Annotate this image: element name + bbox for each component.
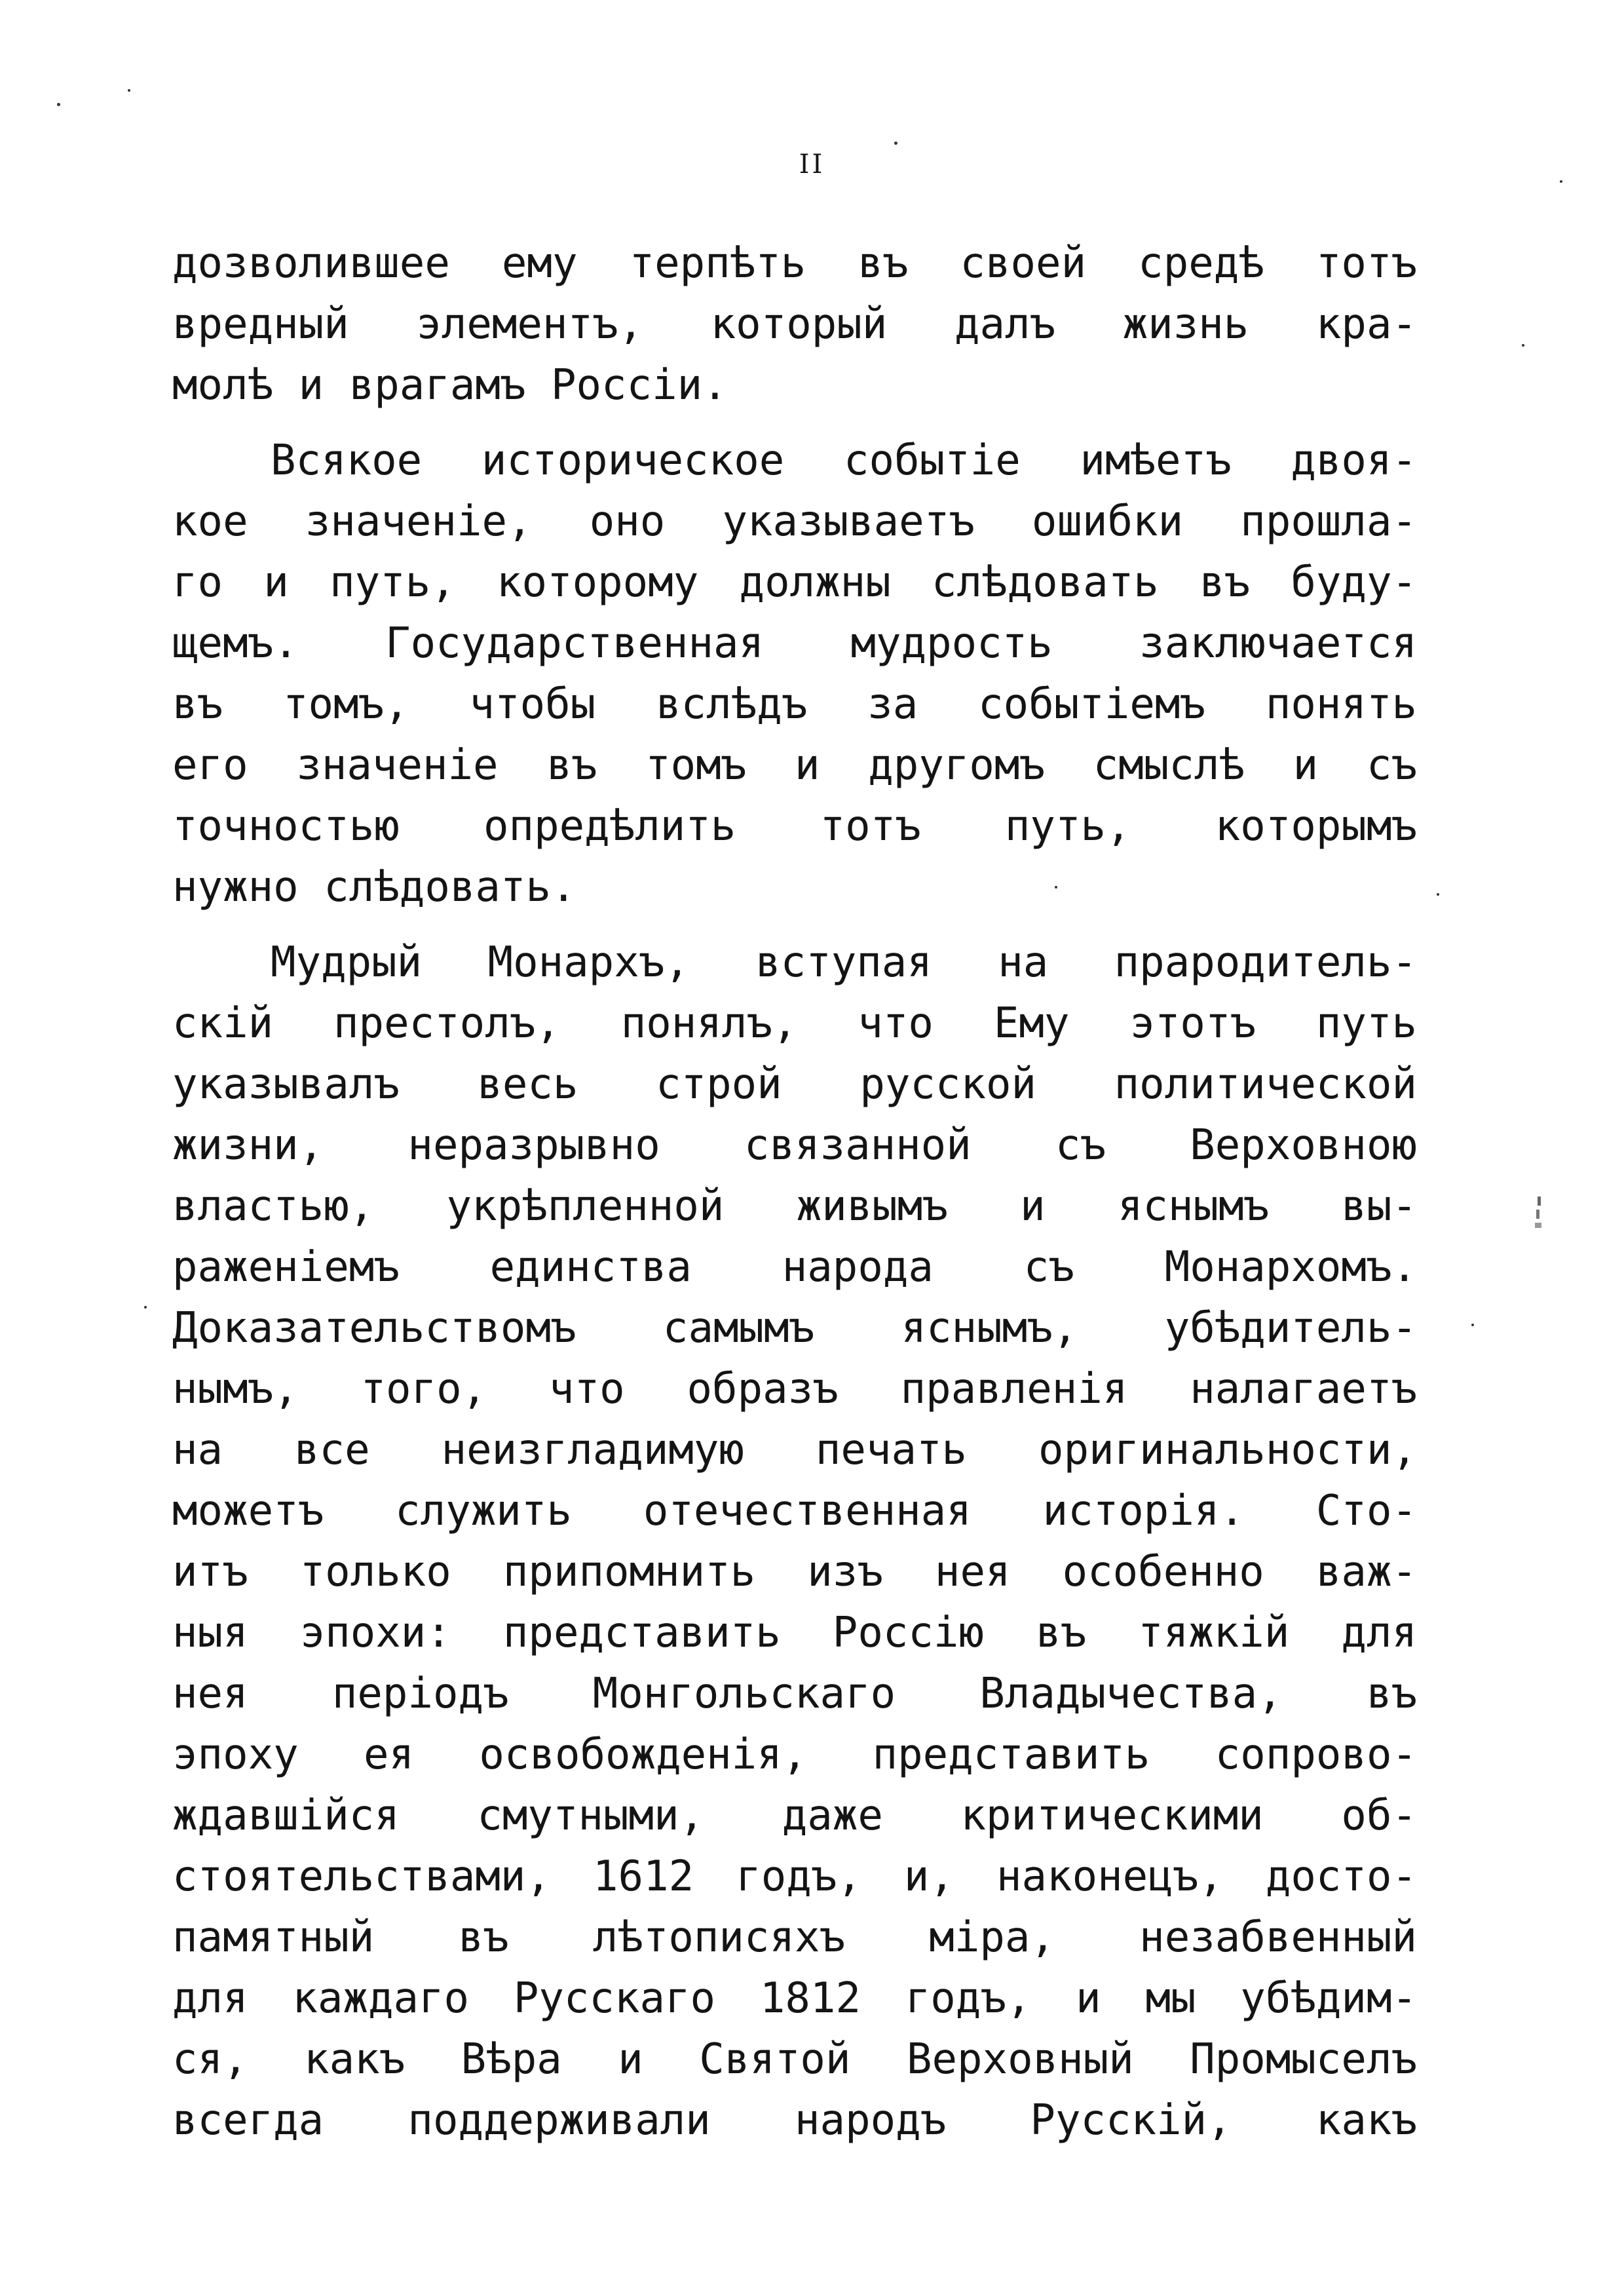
page-number: II <box>799 149 825 180</box>
scan-speck <box>1522 344 1524 347</box>
text-line: нымъ, того, что образъ правленія налагаетъ <box>172 1365 1417 1413</box>
text-line: скій престолъ, понялъ, что Ему этотъ путь <box>172 999 1417 1048</box>
margin-mark-icon <box>1532 1193 1545 1236</box>
paragraph <box>172 233 1417 416</box>
text-line: кое значеніе, оно указываетъ ошибки прошла- <box>172 497 1417 546</box>
scan-speck <box>57 103 60 106</box>
scan-speck <box>128 89 130 92</box>
text-line: эпоху ея освобожденія, представить сопрово- <box>172 1731 1417 1779</box>
text-line: молѣ и врагамъ Россіи. <box>172 361 728 410</box>
text-line: указывалъ весь строй русской политической <box>172 1060 1417 1109</box>
text-line: вредный элементъ, который далъ жизнь кра- <box>172 300 1417 349</box>
scan-speck <box>1437 893 1439 896</box>
text-line: итъ только припомнить изъ нея особенно важ- <box>172 1548 1417 1596</box>
text-line: точностью опредѣлить тотъ путь, которымъ <box>172 802 1417 851</box>
text-line: Доказательствомъ самымъ яснымъ, убѣдитель- <box>172 1304 1417 1352</box>
scan-speck <box>1471 1324 1474 1326</box>
text-line: стоятельствами, 1612 годъ, и, наконецъ, досто- <box>172 1852 1417 1901</box>
text-line: памятный въ лѣтописяхъ міра, незабвенный <box>172 1913 1417 1962</box>
text-line: для каждаго Русскаго 1812 годъ, и мы убѣдим- <box>172 1974 1417 2023</box>
text-line: ныя эпохи: представить Россію въ тяжкій для <box>172 1609 1417 1657</box>
scan-speck <box>1560 180 1562 183</box>
text-line: нужно слѣдовать. <box>172 863 576 911</box>
paragraph <box>172 932 1417 2151</box>
paragraph <box>172 430 1417 918</box>
text-line: всегда поддерживали народъ Русскій, какъ <box>172 2096 1417 2145</box>
text-line: его значеніе въ томъ и другомъ смыслѣ и съ <box>172 741 1417 790</box>
text-line: властью, укрѣпленной живымъ и яснымъ вы- <box>172 1182 1417 1231</box>
scan-speck <box>894 142 897 145</box>
text-line: щемъ. Государственная мудрость заключается <box>172 619 1417 668</box>
scan-speck <box>1055 886 1057 889</box>
text-line: на все неизгладимую печать оригинальности, <box>172 1426 1417 1474</box>
text-line: Всякое историческое событіе имѣетъ двоя- <box>271 436 1417 485</box>
scan-speck <box>144 1306 147 1309</box>
text-line: дозволившее ему терпѣть въ своей средѣ тотъ <box>172 239 1417 288</box>
body-text <box>172 233 1417 2151</box>
text-line: жизни, неразрывно связанной съ Верховною <box>172 1121 1417 1170</box>
text-line: можетъ служить отечественная исторія. Сто- <box>172 1487 1417 1535</box>
text-line: го и путь, которому должны слѣдовать въ буду- <box>172 558 1417 607</box>
text-line: ждавшійся смутными, даже критическими об- <box>172 1791 1417 1840</box>
text-line: Мудрый Монархъ, вступая на прародитель- <box>271 938 1417 987</box>
text-line: раженіемъ единства народа съ Монархомъ. <box>172 1243 1417 1292</box>
text-line: ся, какъ Вѣра и Святой Верховный Промыселъ <box>172 2035 1417 2084</box>
text-line: нея періодъ Монгольскаго Владычества, въ <box>172 1670 1417 1718</box>
text-line: въ томъ, чтобы вслѣдъ за событіемъ понять <box>172 680 1417 729</box>
